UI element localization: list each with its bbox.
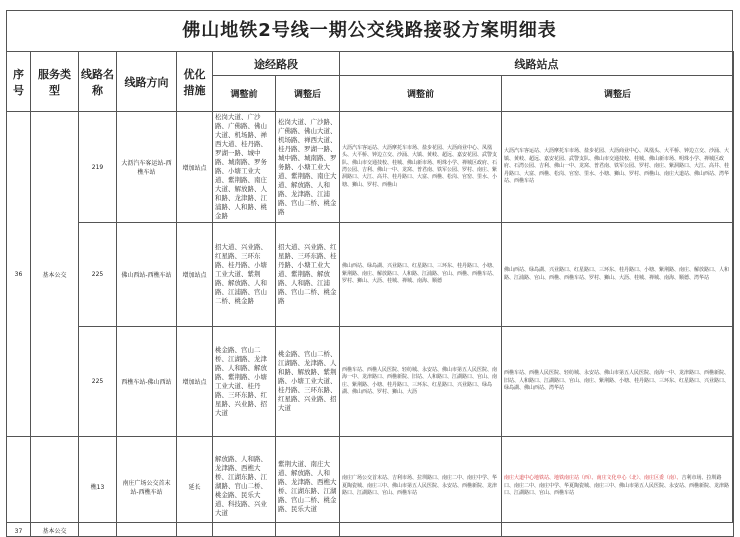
- header-route-name: 线路名称: [79, 52, 117, 112]
- direction-cell: 南庄广场公交首末站-西樵车站: [117, 437, 177, 537]
- service-type-cell: 基本公交: [31, 112, 79, 437]
- route-name-cell: 樵13: [79, 437, 117, 537]
- table-row: [7, 437, 734, 537]
- station-before-cell: 大沥汽车客运站、大沥摩托车市场、盐步花园、大沥商业中心、凤凰头、大平桥、钟边立交、沙涌、大镇、黄岐、超远、嘉安花园、武警支队、佛山市交通技校、桂城、佛山新市场、明珠小学、禅城区政府、石湾公园、吉利、佛山一中、龙窝、普君南、铁军公园、罗村、南庄、紫洞路口、大江、高井、桂丹路口、大富、西樵、松岗、官窑、里水、小塘、狮山、罗村、西樵山: [340, 112, 502, 223]
- road-after-cell: 招大道、兴业路、红星路、三环东路、桂丹路、小塘工业大道、紫荆路、解放路、人和路、江浦路、官山二桥、桃金路: [276, 223, 340, 327]
- header-stations: 线路站点: [340, 52, 734, 76]
- table-row: [7, 327, 734, 437]
- header-station-after: 调整后: [502, 76, 734, 112]
- station-before-cell: 西樵车站、西樵人民医院、轻纺城、永安站、佛山市第五人民医院、南海一中、龙津路口、西樵新院、旧站、人和路口、江湖路口、官山、南庄、紫荆路、小塘、桂丹路口、三环东、红星路口、兴业路口、绿岛湖、佛山西站、罗村、狮山、大沥: [340, 327, 502, 437]
- station-after-cell: 大沥汽车客运站、大沥摩托车市场、盐步花园、大沥商业中心、凤凰头、大平桥、钟边立交、沙涌、大镇、黄岐、超远、嘉安花园、武警支队、佛山市交通技校、桂城、佛山新市场、明珠小学、禅城区政府、石湾公园、吉利、佛山一中、龙窝、普君南、铁军公园、罗村、南庄、紫洞路口、大江、高井、桂丹路口、大富、西樵、松岗、官窑、里水、小塘、狮山、罗村、西樵山、南庄大道站、佛山西站、湾华站、西樵车站: [502, 112, 734, 223]
- table-row: [7, 112, 734, 223]
- header-measure: 优化措施: [177, 52, 213, 112]
- seq-cell: 37: [7, 437, 31, 537]
- direction-cell: 西樵车站-佛山西站: [117, 327, 177, 437]
- station-after-cell: 佛山西站、绿岛湖、兴业路口、红星路口、三环东、桂丹路口、小塘、紫荆路、南庄、解放路口、人和路、江浦路、官山、西樵、西樵车站、罗村、狮山、大沥、桂城、禅城、南海、顺德、湾华站: [502, 223, 734, 327]
- road-before-cell: 桃金路、官山二桥、江湖路、龙津路、人和路、解放路、紫荆路、小塘工业大道、桂丹路、三环东路、红星路、兴业路、招大道: [213, 327, 276, 437]
- header-station-before: 调整前: [340, 76, 502, 112]
- header-via-roads: 途经路段: [213, 52, 340, 76]
- measure-cell: 延长: [177, 437, 213, 537]
- station-before-cell: 南庄广场公交首末站、吉利市场、拉圳路口、南庄二中、南庄中学、华夏陶瓷城、南庄三中、佛山市第五人民医院、永安站、西樵新院、龙津路口、江湖路口、官山、西樵车站: [340, 437, 502, 537]
- header-seq: 序号: [7, 52, 31, 112]
- route-name-cell: 225: [79, 223, 117, 327]
- road-after-cell: 紫荆大道、南庄大道、解放路、人和路、龙津路、西樵大桥、江湖东路、江湖路、官山二桥、桃金路、民乐大道: [276, 437, 340, 537]
- station-list: 吉利市场、拉圳路口、南庄二中、南庄中学、华夏陶瓷城、南庄三中、佛山市第五人民医院、永安站、西樵新院、龙津路口、江湖路口、官山、西樵车站: [504, 475, 730, 497]
- measure-cell: 增加站点: [177, 327, 213, 437]
- route-table: [6, 51, 734, 537]
- table-row: [7, 223, 734, 327]
- header-route-direction: 线路方向: [117, 52, 177, 112]
- service-type-cell: 基本公交: [31, 437, 79, 537]
- road-before-cell: 松岗大道、广沙路、广佛路、佛山大道、机场路、禅西大道、桂丹路、罗湖一路、城中路、城南路、罗务路、小塘工业大道、紫荆路、南庄大道、解放路、人和路、龙津路、江浦路、人和路、桃金路: [213, 112, 276, 223]
- station-before-cell: 佛山西站、绿岛湖、兴业路口、红星路口、三环东、桂丹路口、小塘、紫荆路、南庄、解放路口、人和路、江浦路、官山、西樵、西樵车站、罗村、狮山、大沥、桂城、禅城、南海、顺德: [340, 223, 502, 327]
- header-service-type: 服务类型: [31, 52, 79, 112]
- measure-cell: 增加站点: [177, 112, 213, 223]
- road-before-cell: 招大道、兴业路、红星路、三环东路、桂丹路、小塘工业大道、紫荆路、解放路、人和路、江浦路、官山二桥、桃金路: [213, 223, 276, 327]
- station-after-cell: 西樵车站、西樵人民医院、轻纺城、永安站、佛山市第五人民医院、南海一中、龙津路口、西樵新院、旧站、人和路口、江湖路口、官山、南庄、紫荆路、小塘、桂丹路口、三环东、红星路口、兴业路口、绿岛湖、佛山西站、湾华站: [502, 327, 734, 437]
- station-after-cell: [502, 437, 734, 537]
- direction-cell: 大沥汽车客运站-西樵车站: [117, 112, 177, 223]
- route-name-cell: 225: [79, 327, 117, 437]
- header-road-before: 调整前: [213, 76, 276, 112]
- route-name-cell: 219: [79, 112, 117, 223]
- highlighted-stations: 南庄大道中心地铁站、地铁南庄站（西）、南庄文化中心（北）、南庄区委（南）、: [504, 475, 682, 482]
- seq-cell: 36: [7, 112, 31, 437]
- page-title: 佛山地铁2号线一期公交线路接驳方案明细表: [7, 11, 732, 52]
- measure-cell: 增加站点: [177, 223, 213, 327]
- header-road-after: 调整后: [276, 76, 340, 112]
- detail-sheet: [6, 10, 733, 535]
- road-after-cell: 松岗大道、广沙路、广佛路、佛山大道、机场路、禅西大道、桂丹路、罗湖一路、城中路、城南路、罗务路、小塘工业大道、紫荆路、南庄大道、解放路、人和路、龙津路、江浦路、官山二桥、桃金路: [276, 112, 340, 223]
- road-after-cell: 桃金路、官山二桥、江湖路、龙津路、人和路、解放路、紫荆路、小塘工业大道、桂丹路、三环东路、红星路、兴业路、招大道: [276, 327, 340, 437]
- road-before-cell: 解放路、人和路、龙津路、西樵大桥、江湖东路、江湖路、官山二桥、桃金路、民乐大道、科技路、兴业大道: [213, 437, 276, 537]
- direction-cell: 佛山西站-西樵车站: [117, 223, 177, 327]
